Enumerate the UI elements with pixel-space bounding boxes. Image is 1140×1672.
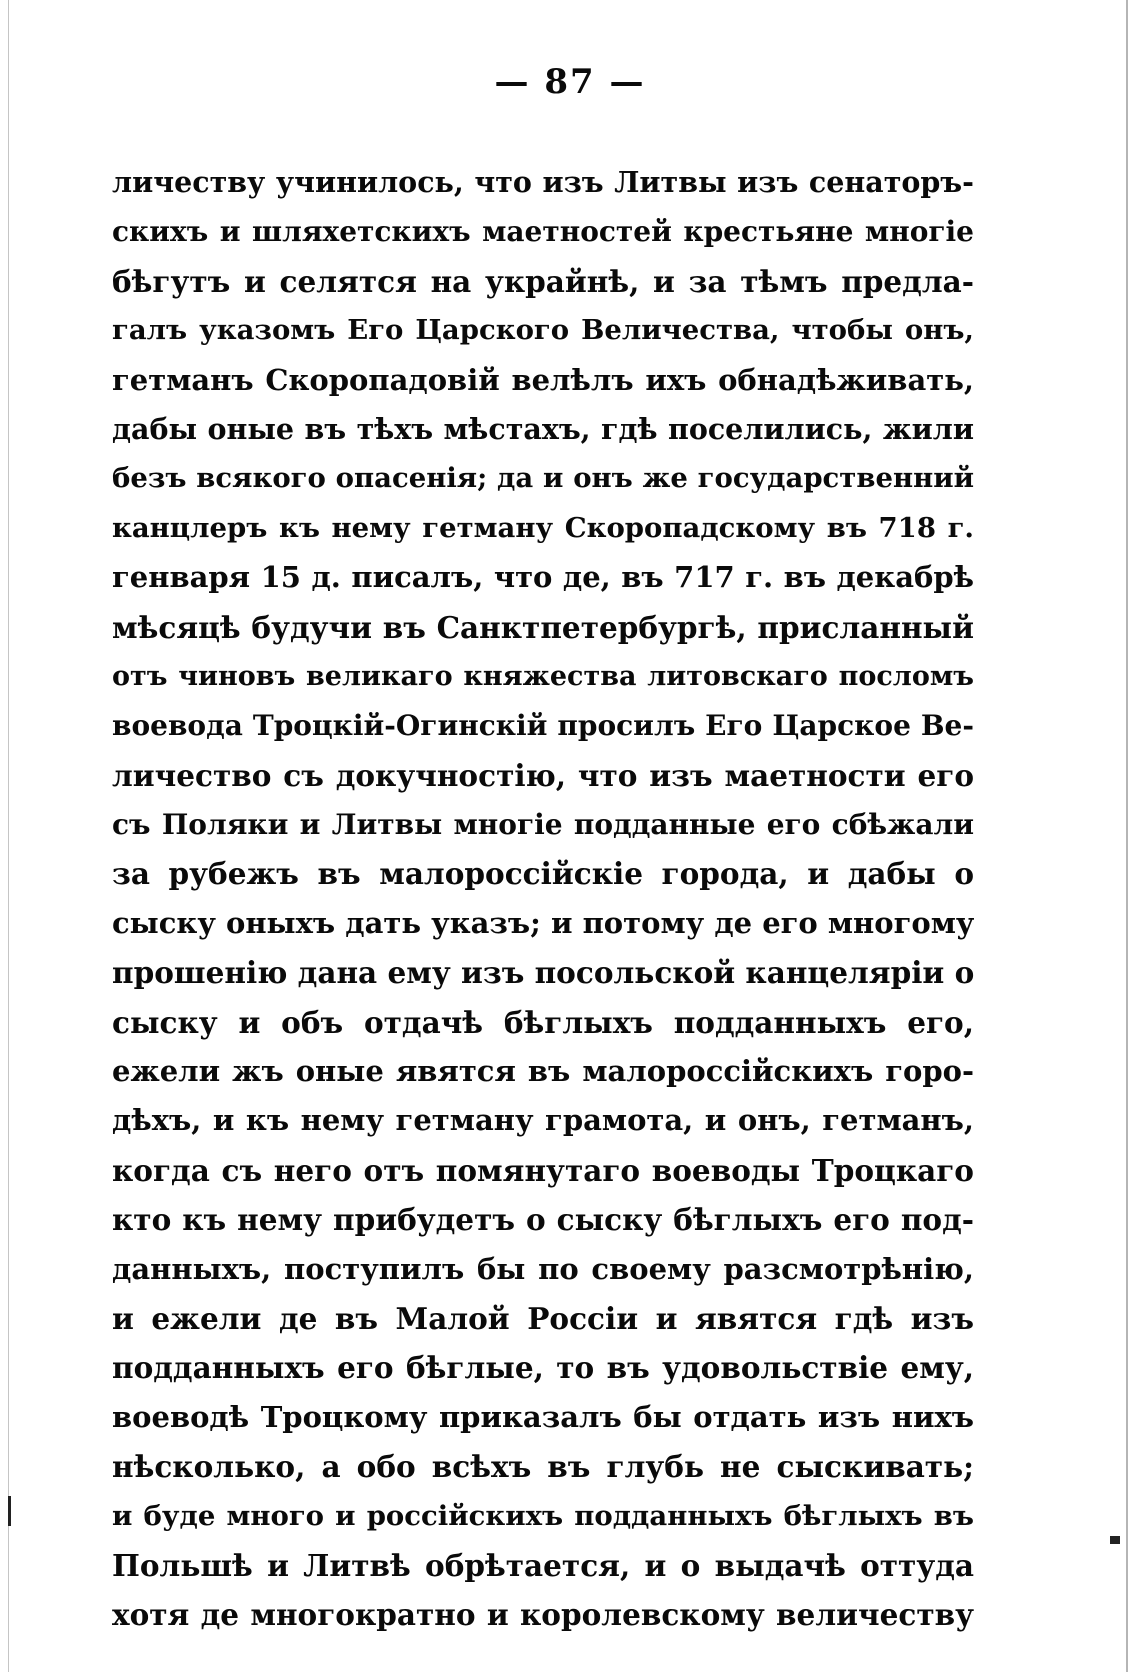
text-line: ежели жъ оные явятся въ малороссійскихъ горо- bbox=[112, 1054, 974, 1089]
text-line: и ежели де въ Малой Россіи и явятся гдѣ изъ bbox=[112, 1300, 974, 1336]
text-line: генваря 15 д. писалъ, что де, въ 717 г. въ декабрѣ bbox=[112, 560, 974, 595]
text-line: за рубежъ въ малороссійскіе города, и дабы о bbox=[112, 856, 974, 892]
text-line: хотя де многократно и королевскому величеству bbox=[112, 1597, 974, 1633]
text-line: бѣгутъ и селятся на украйнѣ, и за тѣмъ предла- bbox=[112, 263, 974, 299]
text-line: воеводѣ Троцкому приказалъ бы отдать изъ нихъ bbox=[112, 1399, 974, 1434]
text-line: гетманъ Скоропадовій велѣлъ ихъ обнадѣживать, bbox=[112, 362, 974, 397]
text-line: отъ чиновъ великаго княжества литовскаго посломъ bbox=[112, 660, 974, 692]
scan-edge-line-left bbox=[8, 0, 9, 1672]
scan-mark-right bbox=[1110, 1536, 1120, 1544]
text-line: личеству учинилось, что изъ Литвы изъ сенаторъ- bbox=[112, 165, 974, 199]
text-line: Польшѣ и Литвѣ обрѣтается, и о выдачѣ оттуда bbox=[112, 1547, 974, 1583]
text-line: когда съ него отъ помянутаго воеводы Троцкаго bbox=[112, 1152, 974, 1188]
text-line: и буде много и россійскихъ подданныхъ бѣглыхъ въ bbox=[112, 1499, 974, 1532]
scan-mark-left bbox=[8, 1496, 11, 1526]
text-line: кто къ нему прибудетъ о сыску бѣглыхъ его под- bbox=[112, 1202, 974, 1238]
text-line: безъ всякого опасенія; да и онъ же государственний bbox=[112, 462, 974, 495]
text-line: канцлеръ къ нему гетману Скоропадскому въ 718 г. bbox=[112, 511, 974, 544]
text-line: дѣхъ, и къ нему гетману грамота, и онъ, гетманъ, bbox=[112, 1103, 974, 1138]
page-number: — 87 — bbox=[494, 62, 646, 102]
text-line: прошенію дана ему изъ посольской канцеляріи о bbox=[112, 955, 974, 991]
text-line: дабы оные въ тѣхъ мѣстахъ, гдѣ поселились, жили bbox=[112, 411, 974, 446]
text-line: скихъ и шляхетскихъ маетностей крестьяне многіе bbox=[112, 215, 974, 249]
text-line: съ Поляки и Литвы многіе подданные его сбѣжали bbox=[112, 808, 974, 842]
text-line: сыску и объ отдачѣ бѣглыхъ подданныхъ его, bbox=[112, 1004, 974, 1040]
text-line: воевода Троцкій-Огинскій просилъ Его Царское Ве- bbox=[112, 709, 974, 743]
text-line: данныхъ, поступилъ бы по своему разсмотрѣнію, bbox=[112, 1251, 974, 1286]
body-text bbox=[112, 158, 974, 1640]
scan-edge-line-right bbox=[1126, 0, 1128, 1672]
text-line: нѣсколько, а обо всѣхъ въ глубь не сыскивать; bbox=[112, 1449, 974, 1485]
text-line: мѣсяцѣ будучи въ Санктпетербургѣ, присланный bbox=[112, 609, 974, 645]
text-line: подданныхъ его бѣглые, то въ удовольствіе ему, bbox=[112, 1350, 974, 1386]
text-line: сыску оныхъ дать указъ; и потому де его многому bbox=[112, 905, 974, 940]
text-line: галъ указомъ Его Царского Величества, чтобы онъ, bbox=[112, 314, 974, 347]
text-line: личество съ докучностію, что изъ маетности его bbox=[112, 757, 974, 793]
